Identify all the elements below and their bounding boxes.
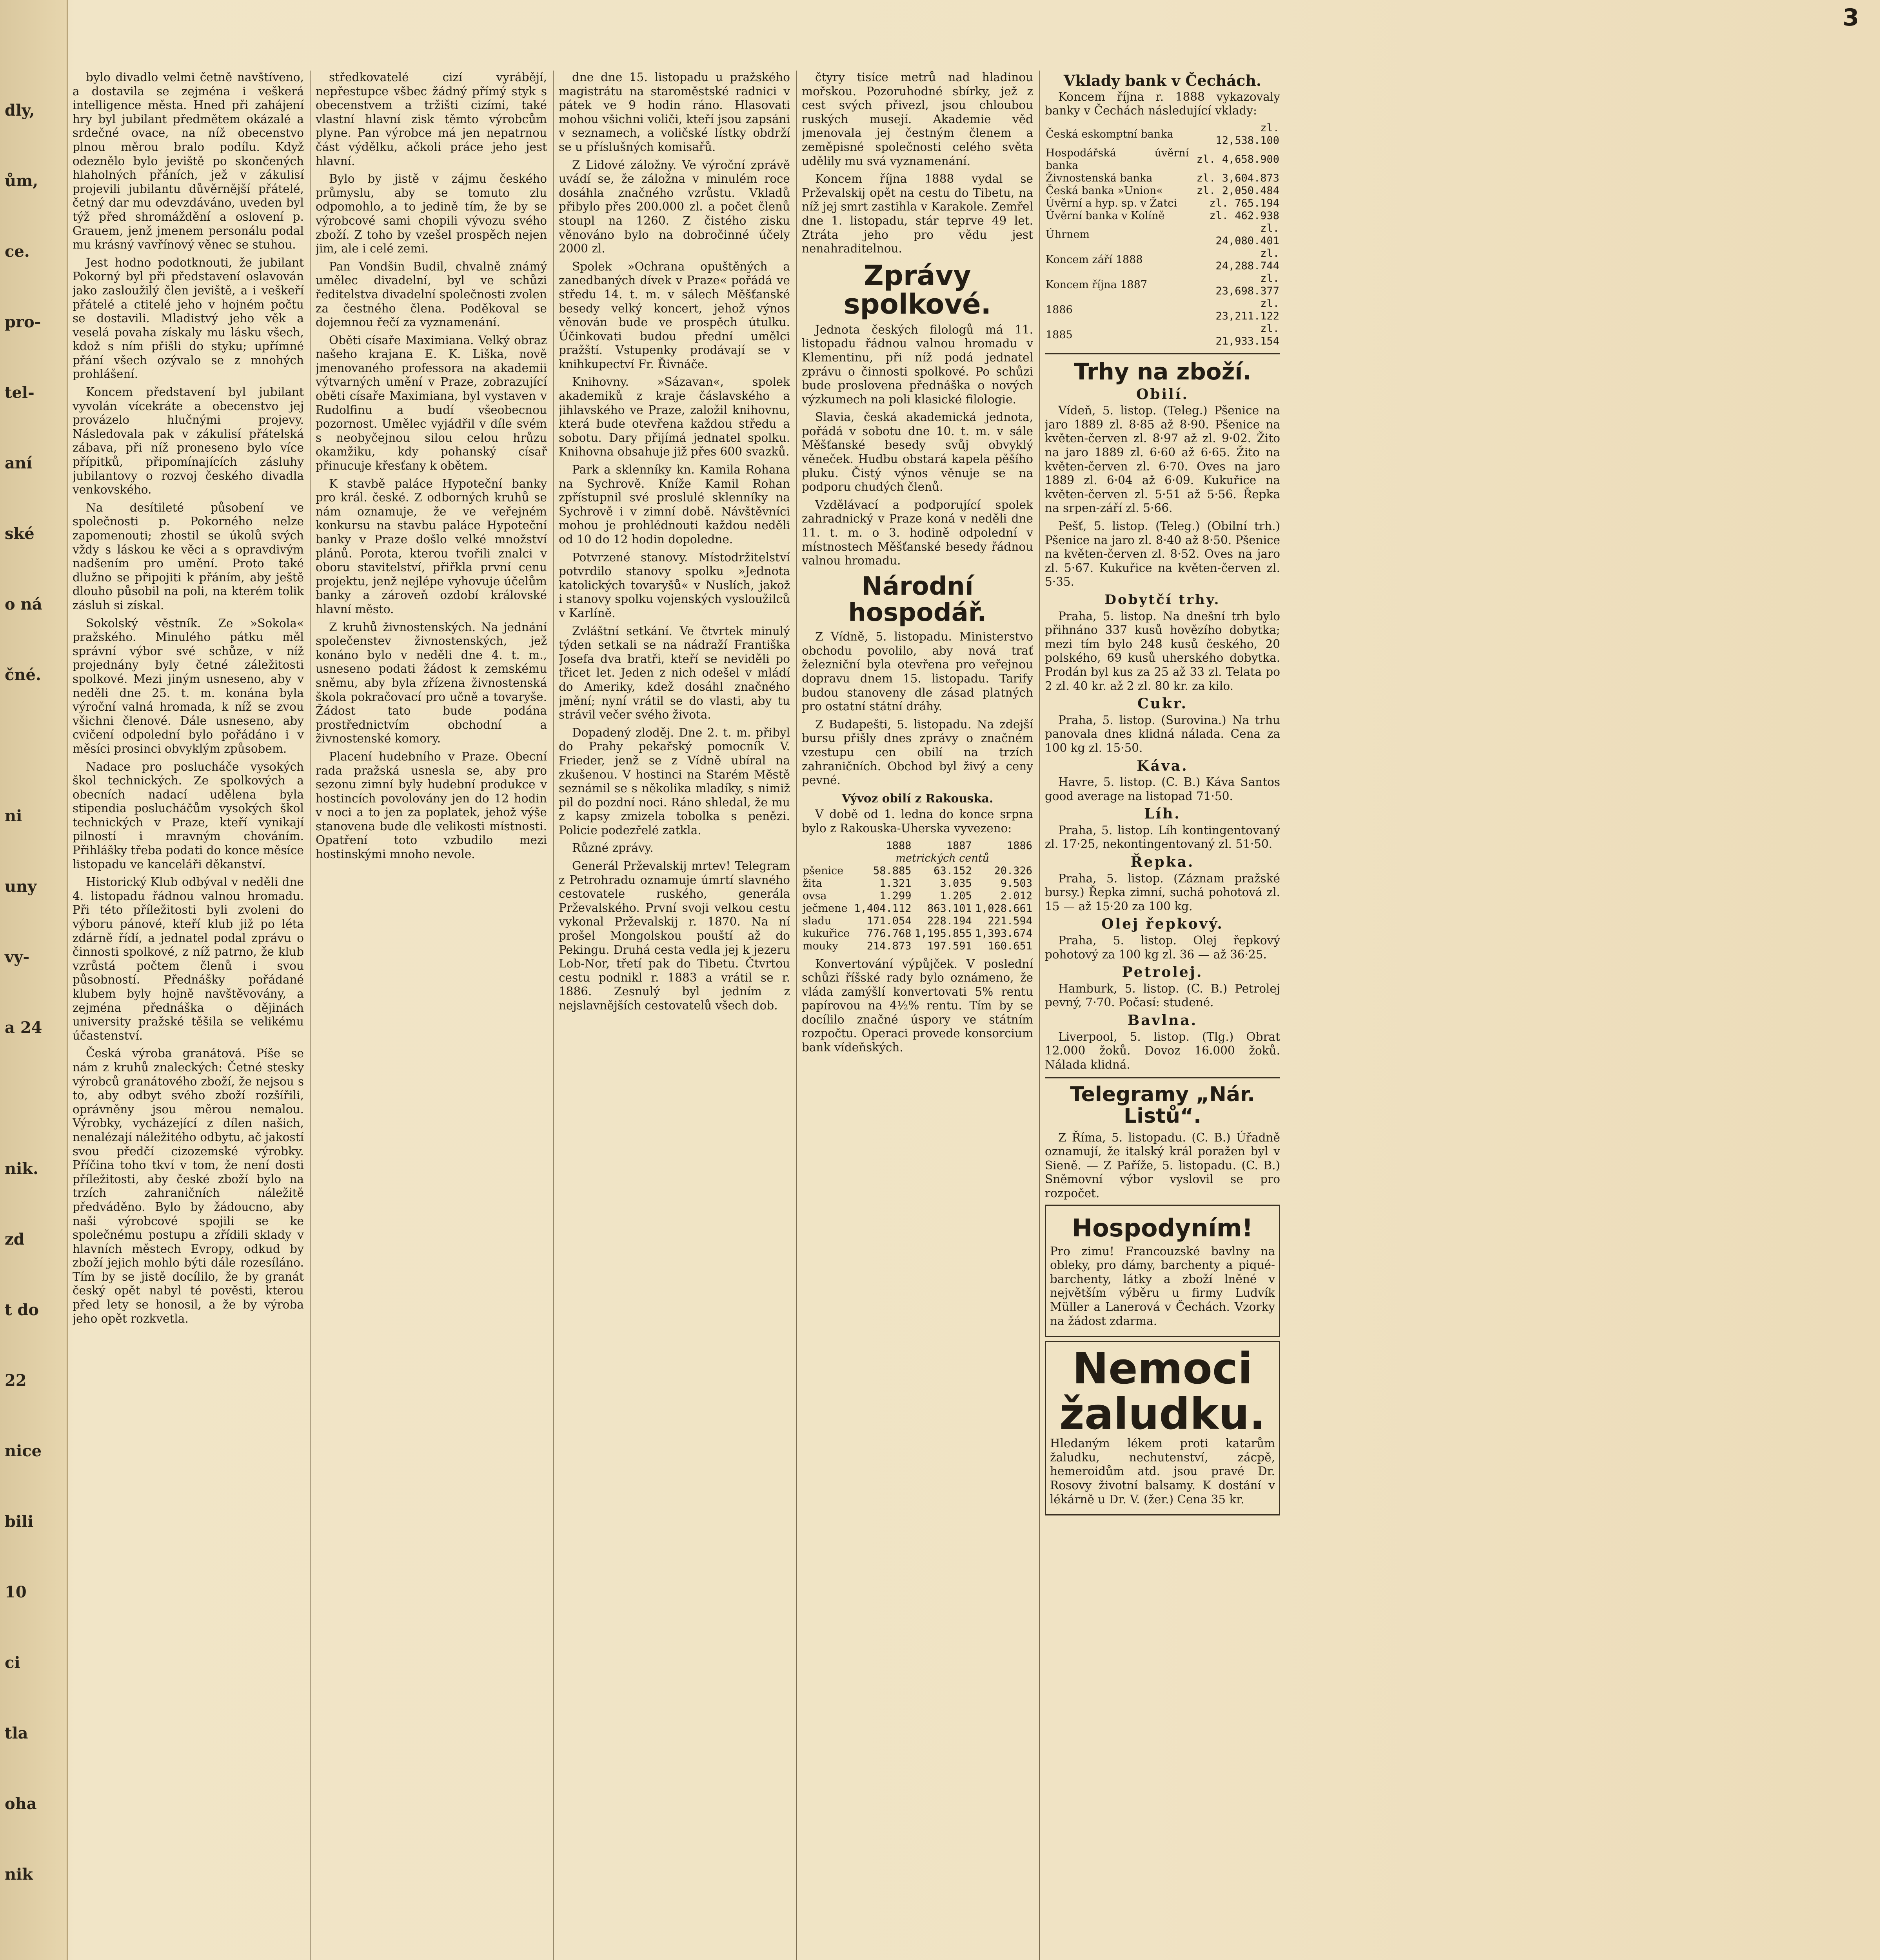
deposits-table-cell: 1886 [1046, 303, 1073, 316]
petroleum-heading: Petrolej. [1122, 964, 1203, 981]
gutter-fragment: o ná [5, 595, 42, 613]
deposits-table-cell: zl. 24,080.401 [1215, 222, 1279, 247]
article-paragraph: Koncem představení byl jubilant vyvolán vícekráte a obecenstvo jej provázelo hlučnými projevy. Následovala pak v zákulisí přátelská zábava, při níž proneseno bylo více přípitků, připomínajících zásluhy jubilantovy o rozvoj českého divadla venkovského. [73, 385, 304, 497]
advert-nemoci-text: Hledaným lékem proti katarům žaludku, nechutenství, zácpě, hemeroidům atd. jsou pravé Dr. Rosovy životní balsamy. K dostání v lékárně u Dr. V. (žer.) Cena 35 kr. [1050, 1437, 1275, 1506]
rapeseed-heading: Řepka. [1130, 854, 1195, 871]
article-paragraph: Konvertování výpůjček. V poslední schůzi říšské rady bylo oznámeno, že vláda zamýšlí konvertovati 5% rentu papírovou na 4½% rentu. Tím by se docílilo značné úspory ve státním rozpočtu. Operaci provede konsorcium bank vídeňských. [802, 957, 1033, 1054]
export-table-cell: 776.768 [866, 927, 912, 940]
gutter-fragment: pro- [5, 313, 41, 331]
export-table-cell: 160.651 [988, 940, 1032, 952]
deposits-table-cell: zl. 4,658.900 [1196, 153, 1279, 165]
export-table-row [802, 940, 1033, 953]
advert-nemoci-title: Nemoci žaludku. [1059, 1343, 1266, 1439]
oil-text: Praha, 5. listop. Olej řepkový pohotový za 100 kg zl. 36 — až 36·25. [1045, 934, 1280, 961]
export-table-row [802, 865, 1033, 877]
export-table-header-cell: 1886 [1006, 839, 1032, 852]
deposits-table-cell: zl. 765.194 [1209, 197, 1279, 209]
petroleum-text: Hamburk, 5. listop. (C. B.) Petrolej pevný, 7·70. Počasí: studené. [1045, 982, 1280, 1009]
export-table-cell: 58.885 [873, 864, 912, 877]
article-paragraph: Zvláštní setkání. Ve čtvrtek minulý týden setkali se na nádraží Františka Josefa dva bratři, kteří se neviděli po třicet let. Jeden z nich odešel v mládí do Ameriky, kdež dosáhl značného jmění; nyní vrátil se do vlasti, aby tu strávil večer svého života. [559, 624, 790, 722]
article-paragraph: Sokolský věstník. Ze »Sokola« pražského. Minulého pátku měl správní výbor své schůze, v níž projednány byly četné záležitosti spolkové. Mezi jiným usneseno, aby v neděli dne 25. t. m. konána byla výroční valná hromada, k níž se zvou všichni členové. Dále usneseno, aby cvičení odpolední bylo pořádáno i v měsíci prosinci obvyklým způsobem. [73, 616, 304, 755]
rapeseed-text: Praha, 5. listop. (Záznam pražské bursy.) Řepka zimní, suchá pohotová zl. 15 — až 15·20 za 100 kg. [1045, 871, 1280, 913]
deposits-table-row [1045, 222, 1280, 247]
article-paragraph: Různé zprávy. [572, 841, 654, 855]
deposits-table-cell: Koncem září 1888 [1046, 253, 1143, 266]
export-table-cell: 20.326 [994, 864, 1032, 877]
column-4 [802, 71, 1033, 1960]
deposits-table-row [1045, 172, 1280, 185]
gutter-fragment: ce. [5, 242, 30, 261]
gutter-fragment: a 24 [5, 1018, 42, 1037]
deposits-title: Vklady bank v Čechách. [1063, 72, 1262, 89]
article-paragraph: K stavbě paláce Hypoteční banky pro král. české. Z odborných kruhů se nám oznamuje, že ve veřejném konkursu na stavbu paláce Hypoteční banky v Praze došlo velké množství plánů. Porota, kterou tvořili znalci v oboru stavitelství, přiřkla první cenu projektu, jenž nejlépe vyhovuje účelům banky a zároveň ozdobí královské hlavní město. [316, 477, 547, 616]
gutter-fragment: aní [5, 454, 33, 472]
sugar-heading: Cukr. [1137, 695, 1188, 712]
article-paragraph: Na desítileté působení ve společnosti p. Pokorného nelze zapomenouti; zhostil se úkolů svých vždy s láskou ke věci a s opravdivým nadšením pro umění. Proto také dlužno se připojiti k přáním, aby ještě dlouho působil na poli, na kterém tolik zásluh si získal. [73, 501, 304, 612]
export-table-cell: 2.012 [1000, 889, 1032, 902]
deposits-table-cell: zl. 3,604.873 [1196, 172, 1279, 184]
article-paragraph: Potvrzené stanovy. Místodržitelství potvrdilo stanovy spolku »Jednota katolických tovaryšů« v Nuslích, jakož i stanovy spolku vojenských vysloužilců v Karlíně. [559, 550, 790, 620]
article-paragraph: středkovatelé cizí vyrábějí, nepřestupce všbec žádný přímý styk s obecenstvem a tržišti cizími, také vlastní hlavní zisk těmto výrobcům plyne. Pan výrobce má jen nepatrnou část výdělku, ačkoli práce jeho jest hlavní. [316, 71, 547, 168]
export-table-cell: 9.503 [1000, 877, 1032, 889]
article-paragraph: Pan Vondšin Budil, chvalně známý umělec divadelní, byl ve schůzi ředitelstva divadelní společnosti zvolen za čestného člena. Poděkoval se dojemnou řečí za vyznamenání. [316, 260, 547, 329]
deposits-table-row [1045, 298, 1280, 323]
export-table-cell: pšenice [803, 864, 844, 877]
export-intro: V době od 1. ledna do konce srpna bylo z Rakouska-Uherska vyvezeno: [802, 808, 1033, 835]
gutter-fragment: vy- [5, 948, 30, 966]
export-table-cell: 1.299 [879, 889, 912, 902]
export-table-cell: 1,393.674 [975, 927, 1032, 940]
gutter-fragment: nik. [5, 1160, 38, 1178]
export-table-cell: 197.591 [927, 940, 972, 952]
gutter-fragment: čné. [5, 666, 41, 684]
export-table-row [802, 902, 1033, 915]
deposits-table-cell: Koncem října 1887 [1046, 278, 1148, 291]
column-1 [73, 71, 304, 1960]
article-paragraph: Spolek »Ochrana opuštěných a zanedbaných dívek v Praze« pořádá ve středu 14. t. m. v sálech Měšťanské besedy velký koncert, jehož výnos věnován bude ve prospěch útulku. Účinkovati budou přední umělci pražští. Vstupenky prodávají se v knihkupectví Fr. Řivnáče. [559, 260, 790, 371]
export-table-cell: 63.152 [934, 864, 972, 877]
deposits-table-cell: Hospodářská úvěrní banka [1046, 147, 1189, 172]
deposits-table-cell: zl. 12,538.100 [1215, 122, 1279, 147]
advert-nemoci [1045, 1341, 1280, 1515]
export-table-cell: 1,404.112 [854, 902, 912, 915]
deposits-table-cell: zl. 24,288.744 [1215, 247, 1279, 272]
gutter-fragment: uny [5, 877, 37, 896]
export-table-cell: 221.594 [988, 915, 1032, 927]
gutter-fragment: tla [5, 1724, 28, 1742]
export-table-cell: 863.101 [927, 902, 972, 915]
cattle-text: Praha, 5. listop. Na dnešní trh bylo přihnáno 337 kusů hovězího dobytka; mezi tím bylo 248 kusů českého, 20 polského, 69 kusů uherského dobytka. Prodán byl kus za 25 až 33 zl. Telata po 2 zl. 40 kr. až 2 zl. 80 kr. za kilo. [1045, 609, 1280, 693]
column-rule [1039, 71, 1040, 1960]
export-table-cell: 1.205 [940, 889, 972, 902]
article-paragraph: bylo divadlo velmi četně navštíveno, a dostavila se zejména i veškerá intelligence města. Hned při zahájení hry byl jubilant předmětem okázalé a srdečné ovace, na níž obecenstvo plnou měrou bralo podílu. Když odeznělo bylo jeviště po skončených hlaholných přáních, jež v zákulisí projevili jubilantu důvěrnější přátelé, četný dar mu odevzdáváno, uveden byl týž před shromáždění a oslovení p. Grauem, jenž jmenem personálu podal mu krásný vavřínový věnec se stuhou. [73, 71, 304, 252]
export-table-title: Vývoz obilí z Rakouska. [841, 791, 994, 805]
deposits-table-cell: Úhrnem [1046, 228, 1090, 241]
column-rule [553, 71, 554, 1960]
grain-text: Vídeň, 5. listop. (Teleg.) Pšenice na jaro 1889 zl. 8·85 až 8·90. Pšenice na květen-červen zl. 8·97 až zl. 9·02. Žito na jaro 1889 zl. 6·60 až 6·65. Žito na květen-červen zl. 6·70. Oves na jaro 1889 zl. 6·04 až 6·09. Kukuřice na květen-červen zl. 5·51 až 5·56. Řepka na srpen-září zl. 5·66. [1045, 404, 1280, 515]
gutter-fragment: nice [5, 1442, 42, 1460]
gutter-fragment: t do [5, 1301, 39, 1319]
deposits-table-cell: Živnostenská banka [1046, 172, 1153, 184]
gutter-fragment: zd [5, 1230, 25, 1249]
column-rule [796, 71, 797, 1960]
deposits-table-row [1045, 323, 1280, 348]
article-paragraph: Slavia, česká akademická jednota, pořádá v sobotu dne 10. t. m. v sále Měšťanské besedy svůj obvyklý věneček. Hudbu obstará kapela pěšího pluku. Čistý výnos věnuje se na podporu chudých členů. [802, 410, 1033, 494]
gutter-fragment: bili [5, 1512, 34, 1531]
article-paragraph: Jest hodno podotknouti, že jubilant Pokorný byl při představení oslavován jako zasloužilý člen jeviště, a i veškeří přátelé a ctitelé jeho v hojném počtu se dostavili. Mladistvý jeho věk a veselá povaha získaly mu lásku všech, kdož s ním přišli do styku; upřímné přání všech ozývalo se z mnohých prohlášení. [73, 256, 304, 381]
article-paragraph: Nadace pro poslucháče vysokých škol technických. Ze spolkových a obecních nadací udělena byla stipendia poslucháčům vysokých škol technických v Praze, kteří vynikají pilností i mravným chováním. Přihlášky třeba podati do konce měsíce listopadu ve kanceláři děkanství. [73, 760, 304, 871]
coffee-text: Havre, 5. listop. (C. B.) Káva Santos good average na listopad 71·50. [1045, 775, 1280, 803]
deposits-table [1045, 122, 1280, 348]
export-table-unit: metrických centů [895, 852, 989, 864]
grain-text-2: Pešť, 5. listop. (Teleg.) (Obilní trh.) Pšenice na jaro zl. 8·40 až 8·50. Pšenice na květen-červen zl. 8·52. Oves na jaro zl. 5·67. Kukuřice na květen-červen zl. 5·35. [1045, 519, 1280, 589]
page-number: 3 [1843, 4, 1859, 31]
article-paragraph: Česká výroba granátová. Píše se nám z kruhů znaleckých: Četné stesky výrobců granátového zboží, že nejsou s to, aby odbyt svého zboží rozšířili, oprávněny jsou měrou nemalou. Výrobky, vycházející z dílen našich, nenalézají náležitého odbytu, ač jakostí svou předčí cizozemské výrobky. Příčina toho tkví v tom, že není dosti příležitosti, aby české zboží bylo na trzích zahraničních náležitě předváděno. Bylo by žádoucno, aby naši výrobcové spojili se ke společnému postupu a zřídili sklady v hlavních městech Evropy, odkud by zboží jejich mohlo býti dále rozesíláno. Tím by se jistě docílilo, že by granát český opět nabyl té pověsti, kterou před lety se honosil, a že by výroba jeho opět rozkvetla. [73, 1047, 304, 1325]
coffee-heading: Káva. [1137, 757, 1188, 774]
article-paragraph: Knihovny. »Sázavan«, spolek akademiků z kraje čáslavského a jihlavského ve Praze, založil knihovnu, která bude otevřena každou středu a sobotu. Dary přijímá jednatel spolku. Knihovna obsahuje již přes 600 svazků. [559, 375, 790, 459]
article-paragraph: čtyry tisíce metrů nad hladinou mořskou. Pozoruhodné sbírky, jež z cest svých přivezl, jsou chloubou ruských musejí. Akademie věd jmenovala jej čestným členem a zeměpisné společnosti celého světa udělily mu svá vyznamenání. [802, 71, 1033, 168]
gutter-fragment: ské [5, 524, 35, 543]
article-paragraph: Oběti císaře Maximiana. Velký obraz našeho krajana E. K. Liška, nově jmenovaného professora na akademii výtvarných umění v Praze, zobrazující oběti císaře Maximiana, byl vystaven v Rudolfinu a budí všeobecnou pozornost. Umělec vyjádřil v díle svém s neobyčejnou silou celou hrůzu okamžiku, kdy pohanský císař přinucuje křesťany k obětem. [316, 333, 547, 473]
cattle-heading: Dobytčí trhy. [1104, 592, 1221, 608]
export-table-row [802, 915, 1033, 927]
divider [1045, 1077, 1280, 1078]
article-paragraph: Vzdělávací a podporující spolek zahradnický v Praze koná v neděli dne 11. t. m. o 3. hodině odpolední v místnostech Měšťanské besedy řádnou valnou hromadu. [802, 498, 1033, 568]
deposits-table-row [1045, 197, 1280, 210]
advert-hospodynim-title: Hospodyním! [1072, 1213, 1253, 1242]
gutter-fragment: 22 [5, 1371, 27, 1390]
export-table-header-cell [802, 840, 852, 852]
column-rule [310, 71, 311, 1960]
article-paragraph: Z Lidové záložny. Ve výroční zprávě uvádí se, že záložna v minulém roce dosáhla značného vzrůstu. Vkladů přibylo přes 200.000 zl. a počet členů stoupl na 1260. Z čistého zisku věnováno bylo na dobročinné účely 2000 zl. [559, 158, 790, 256]
gutter-fragment: dly, [5, 101, 35, 120]
export-table-cell: 228.194 [927, 915, 972, 927]
advert-hospodynim [1045, 1205, 1280, 1338]
deposits-table-cell: 1885 [1046, 328, 1073, 341]
column-2 [316, 71, 547, 1960]
article-paragraph: Bylo by jistě v zájmu českého průmyslu, aby se tomuto zlu odpomohlo, a to jedině tím, že by se výrobcové sami chopili vývozu svého zboží. Z toho by vzešel prospěch nejen jim, ale i celé zemi. [316, 172, 547, 256]
article-paragraph: Generál Prževalskij mrtev! Telegram z Petrohradu oznamuje úmrtí slavného cestovatele ruského, generála Prževalského. První svoji velkou cestu vykonal Prževalskij r. 1870. Na ní prošel Mongolskou pouští až do Pekingu. Druhá cesta vedla jej k jezeru Lob-Nor, třetí pak do Tibetu. Čtvrtou cestu podnikl r. 1883 a vrátil se r. 1886. Zesnulý byl jedním z nejslavnějších cestovatelů všech dob. [559, 859, 790, 1012]
export-table-header-cell: 1888 [886, 839, 912, 852]
gutter-fragment: 10 [5, 1583, 27, 1601]
article-paragraph: Jednota českých filologů má 11. listopadu řádnou valnou hromadu v Klementinu, při níž podá jednatel zprávu o činnosti spolkové. Po schůzi bude proslovena přednáška o nových výzkumech na poli klasické filologie. [802, 323, 1033, 406]
deposits-table-row [1045, 147, 1280, 172]
advert-hospodynim-text: Pro zimu! Francouzské bavlny na obleky, pro dámy, barchenty a piqué-barchenty, látky a zboží lněné v největším výběru u firmy Ludvík Müller a Lanerová v Čechách. Vzorky na žádost zdarma. [1050, 1244, 1275, 1328]
divider [1045, 353, 1280, 354]
deposits-table-row [1045, 247, 1280, 272]
export-table-cell: 1.321 [879, 877, 912, 889]
market-heading: Trhy na zboží. [1074, 358, 1252, 385]
export-table-cell: 1,028.661 [975, 902, 1032, 915]
deposits-table-cell: zl. 21,933.154 [1215, 322, 1279, 347]
gutter-fragment: ům, [5, 172, 38, 190]
article-paragraph: Z kruhů živnostenských. Na jednání společenstev živnostenských, jež konáno bylo v neděli dne 4. t. m., usneseno podati žádost k zemskému sněmu, aby byla zřízena živnostenská škola pokračovací pro učně a tovaryše. Žádost tato bude podána prostřednictvím obchodní a živnostenské komory. [316, 620, 547, 746]
sugar-text: Praha, 5. listop. (Surovina.) Na trhu panovala dnes klidná nálada. Cena za 100 kg zl. 15·50. [1045, 713, 1280, 755]
telegrams-text: Z Říma, 5. listopadu. (C. B.) Úřadně oznamují, že italský král poražen byl v Sieně. — Z Paříže, 5. listopadu. (C. B.) Sněmovní výbor vyslovil se pro rozpočet. [1045, 1131, 1280, 1200]
export-table-cell: sladu [803, 915, 832, 927]
deposits-table-cell: Úvěrní a hyp. sp. v Žatci [1046, 197, 1177, 209]
article-paragraph: Z Vídně, 5. listopadu. Ministerstvo obchodu povolilo, aby nová trať železniční byla otevřena pro veřejnou dopravu dnem 15. listopadu. Tarify budou stanoveny dle zásad platných pro ostatní státní dráhy. [802, 630, 1033, 713]
deposits-table-row [1045, 185, 1280, 197]
oil-heading: Olej řepkový. [1101, 916, 1224, 933]
gutter-fragment: oha [5, 1795, 37, 1813]
deposits-table-cell: zl. 23,211.122 [1215, 297, 1279, 322]
export-table-cell: kukuřice [803, 927, 850, 940]
export-table-cell: ječmene [803, 902, 848, 915]
article-paragraph: dne dne 15. listopadu u pražského magistrátu na staroměstské radnici v pátek ve 9 hodin ráno. Hlasovati mohou všichni voliči, kteří jsou zapsáni v seznamech, a voličské lístky obdrží se u příslušných komisařů. [559, 71, 790, 154]
deposits-table-cell: zl. 2,050.484 [1196, 184, 1279, 197]
previous-page-gutter [0, 0, 68, 1960]
deposits-table-cell: Česká banka »Union« [1046, 184, 1163, 197]
section-heading-narodni: Národní hospodář. [848, 572, 987, 627]
deposits-table-cell: zl. 23,698.377 [1215, 272, 1279, 297]
article-paragraph: Placení hudebního v Praze. Obecní rada pražská usnesla se, aby pro sezonu zimní byly hudební produkce v hostincích povolovány jen do 12 hodin v noci a to jen za poplatek, jehož výše stanovena bude dle velikosti místnosti. Opatření toto vzbudilo mezi hostinskými mnoho nevole. [316, 750, 547, 861]
deposits-table-row [1045, 122, 1280, 147]
export-table-header-cell: 1887 [946, 839, 972, 852]
export-table-row [802, 927, 1033, 940]
column-5 [1045, 71, 1555, 1960]
section-heading-zpravy: Zprávy spolkové. [843, 259, 992, 321]
article-paragraph: Dopadený zloděj. Dne 2. t. m. přibyl do Prahy pekařský pomocník V. Frieder, jenž se z Vídně ubíral na zkušenou. V hostinci na Starém Městě seznámil se s několika mladíky, s nimiž pil do pozdní noci. Ráno shledal, že mu z kapsy zmizela tobolka s penězi. Policie podezřelé zatkla. [559, 726, 790, 837]
export-table-cell: 1,195.855 [914, 927, 972, 940]
export-table-cell: 214.873 [866, 940, 912, 952]
telegrams-heading: Telegramy „Nár. Listů“. [1070, 1083, 1255, 1128]
spirits-heading: Líh. [1144, 806, 1181, 822]
deposits-table-cell: Úvěrní banka v Kolíně [1046, 209, 1165, 222]
export-table-cell: žita [803, 877, 822, 889]
article-paragraph: Koncem října 1888 vydal se Prževalskij opět na cestu do Tibetu, na níž jej smrt zastihla v Karakole. Zemřel dne 1. listopadu, stár teprve 49 let. Ztráta jeho pro vědu jest nenahraditelnou. [802, 172, 1033, 256]
gutter-fragment: nik [5, 1865, 33, 1884]
grain-heading: Obilí. [1136, 386, 1189, 403]
gutter-fragment: ci [5, 1653, 20, 1672]
column-3 [559, 71, 790, 1960]
gutter-fragment: ni [5, 807, 22, 825]
export-table-cell: mouky [803, 940, 838, 952]
export-table-row [802, 890, 1033, 902]
deposits-intro: Koncem října r. 1888 vykazovaly banky v Čechách následující vklady: [1045, 90, 1280, 118]
export-table [802, 840, 1033, 953]
export-table-cell: 171.054 [866, 915, 912, 927]
deposits-table-cell: Česká eskomptní banka [1046, 128, 1173, 140]
cotton-text: Liverpool, 5. listop. (Tlg.) Obrat 12.000 žoků. Dovoz 16.000 žoků. Nálada klidná. [1045, 1030, 1280, 1071]
deposits-table-row [1045, 272, 1280, 298]
spirits-text: Praha, 5. listop. Líh kontingentovaný zl. 17·25, nekontingentovaný zl. 51·50. [1045, 823, 1280, 851]
article-paragraph: Park a sklenníky kn. Kamila Rohana na Sychrově. Kníže Kamil Rohan zpřístupnil své proslulé sklenníky na Sychrově i v zimní době. Návštěvníci mohou je prohlédnouti každou neděli od 10 do 12 hodin dopoledne. [559, 463, 790, 546]
gutter-fragment: tel- [5, 383, 35, 402]
export-table-cell: ovsa [803, 889, 827, 902]
deposits-table-cell: zl. 462.938 [1209, 209, 1279, 222]
export-table-header [802, 840, 1033, 852]
deposits-table-row [1045, 210, 1280, 222]
export-table-cell: 3.035 [940, 877, 972, 889]
export-table-row [802, 877, 1033, 890]
article-paragraph: Historický Klub odbýval v neděli dne 4. listopadu řádnou valnou hromadu. Při této příležitosti byli zvoleni do výboru pánové, kteří klub již po léta zdárně řídí, a jednatel podal zprávu o činnosti spolkové, z níž patrno, že klub vzrůstá počtem členů i svou působností. Přednášky pořádané klubem byly hojně navštěvovány, a zejména přednáška o dějinách university pražské těšila se velikému účastenství. [73, 875, 304, 1042]
cotton-heading: Bavlna. [1127, 1012, 1198, 1029]
article-paragraph: Z Budapešti, 5. listopadu. Na zdejší bursu přišly dnes zprávy o značném vzestupu cen obilí na trzích zahraničních. Obchod byl živý a ceny pevné. [802, 717, 1033, 787]
